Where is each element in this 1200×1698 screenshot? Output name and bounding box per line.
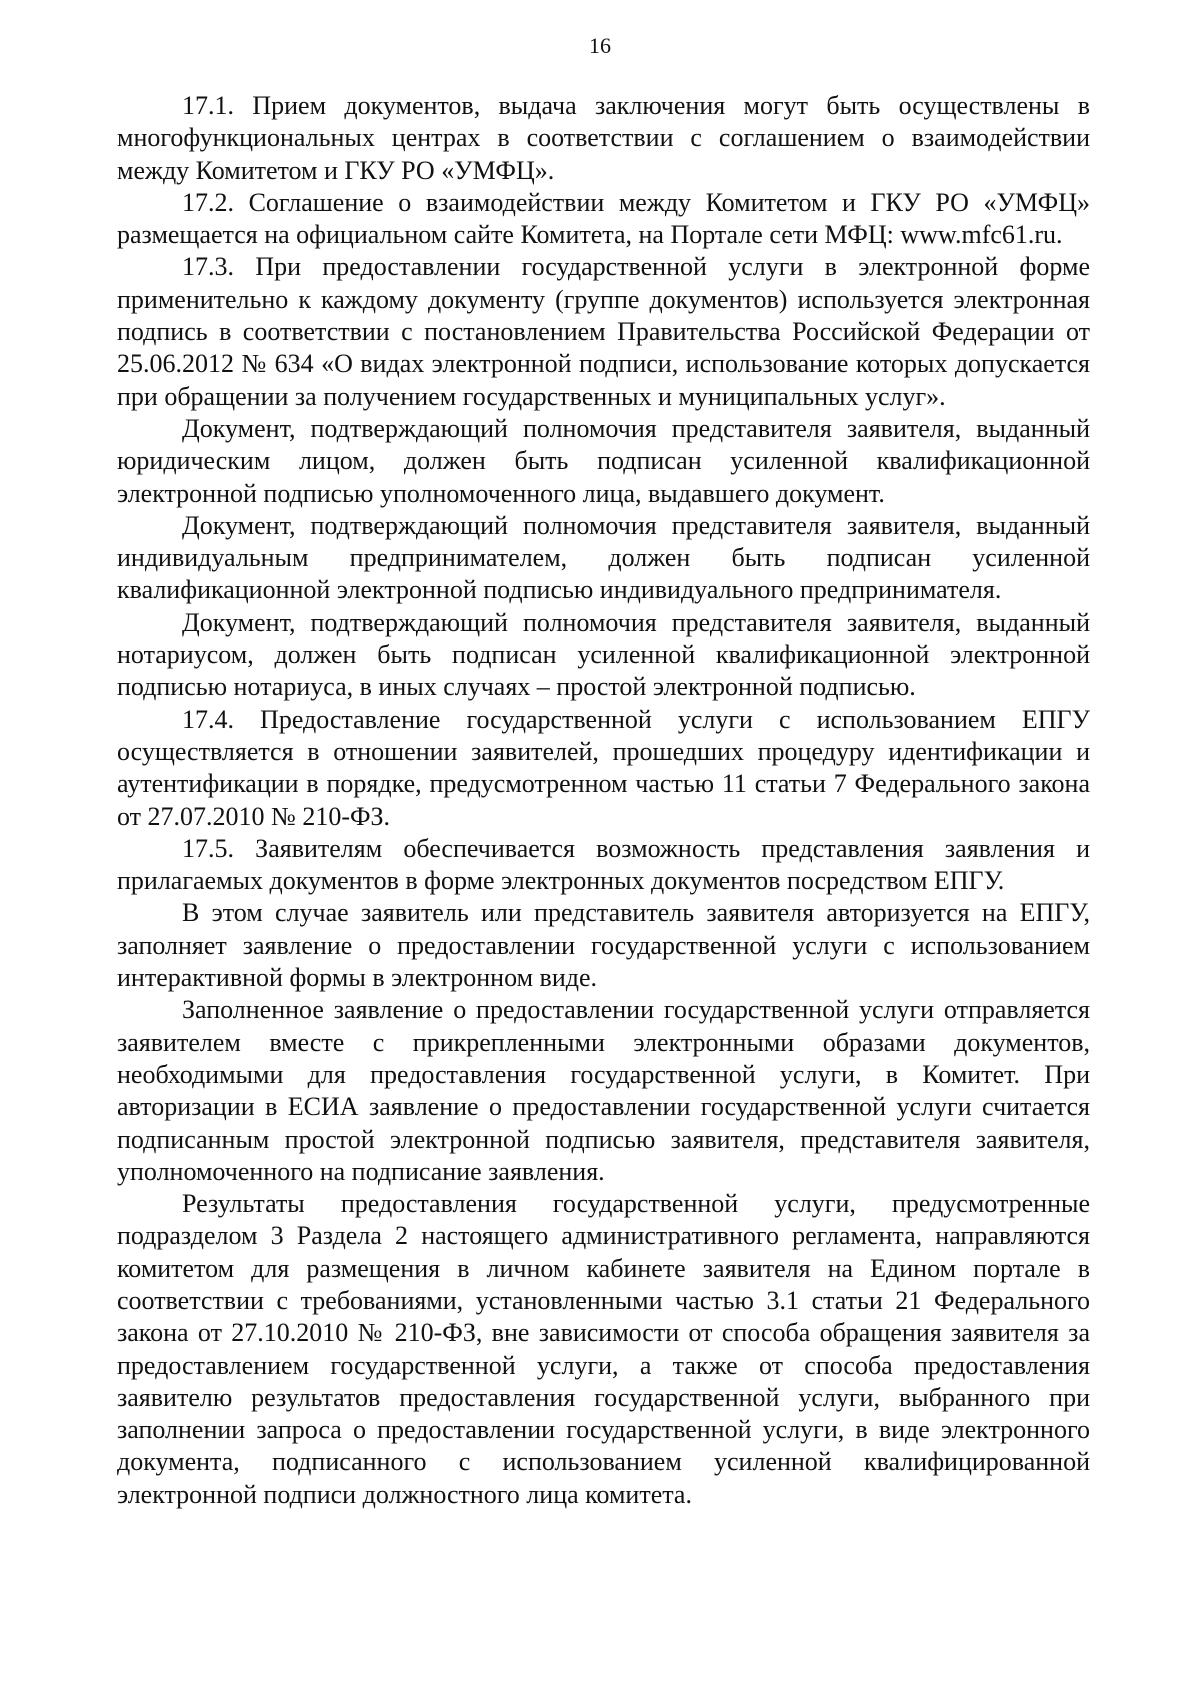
paragraph-17-3: 17.3. При предоставлении государственной услуги в электронной форме применительно к каждому документу (группе документов) используется электронная подпись в соответствии с постановлением Правительства Российской Федерации от 25.06.2012 № 634 «О видах электронной подписи, использование которых допускается при обращении за получением государственных и муниципальных услуг». [117, 252, 1090, 411]
paragraph-17-2: 17.2. Соглашение о взаимодействии между Комитетом и ГКУ РО «УМФЦ» размещается на официальном сайте Комитета, на Портале сети МФЦ: www.mfc61.ru. [117, 187, 1090, 250]
paragraph-notary-signature: Документ, подтверждающий полномочия представителя заявителя, выданный нотариусом, должен быть подписан усиленной квалификационной электронной подписью нотариуса, в иных случаях – простой электронной подписью. [117, 607, 1090, 702]
paragraph-17-4: 17.4. Предоставление государственной услуги с использованием ЕПГУ осуществляется в отношении заявителей, прошедших процедуру идентификации и аутентификации в порядке, предусмотренном частью 11 статьи 7 Федерального закона от 27.07.2010 № 210-ФЗ. [117, 704, 1090, 831]
page-number: 16 [589, 33, 611, 58]
paragraph-entrepreneur-signature: Документ, подтверждающий полномочия представителя заявителя, выданный индивидуальным предпринимателем, должен быть подписан усиленной квалификационной электронной подписью индивидуального предпринимателя. [117, 510, 1090, 605]
paragraph-17-1: 17.1. Прием документов, выдача заключения могут быть осуществлены в многофункциональных центрах в соответствии с соглашением о взаимодействии между Комитетом и ГКУ РО «УМФЦ». [117, 91, 1090, 185]
paragraph-17-5: 17.5. Заявителям обеспечивается возможность представления заявления и прилагаемых документов в форме электронных документов посредством ЕПГУ. [117, 833, 1090, 896]
paragraph-application-submission: Заполненное заявление о предоставлении государственной услуги отправляется заявителем вместе с прикрепленными электронными образами документов, необходимыми для предоставления государственной услуги, в Комитет. При авторизации в ЕСИА заявление о предоставлении государственной услуги считается подписанным простой электронной подписью заявителя, представителя заявителя, уполномоченного на подписание заявления. [117, 995, 1090, 1186]
paragraph-legal-entity-signature: Документ, подтверждающий полномочия представителя заявителя, выданный юридическим лицом, должен быть подписан усиленной квалификационной электронной подписью уполномоченного лица, выдавшего документ. [117, 413, 1090, 508]
paragraph-epgu-authorization: В этом случае заявитель или представитель заявителя авторизуется на ЕПГУ, заполняет заявление о предоставлении государственной услуги с использованием интерактивной формы в электронном виде. [117, 898, 1090, 993]
document-body [117, 90, 1090, 1511]
paragraph-service-results: Результаты предоставления государственной услуги, предусмотренные подразделом 3 Раздела 2 настоящего административного регламента, направляются комитетом для размещения в личном кабинете заявителя на Едином портале в соответствии с требованиями, установленными частью 3.1 статьи 21 Федерального закона от 27.10.2010 № 210-ФЗ, вне зависимости от способа обращения заявителя за предоставлением государственной услуги, а также от способа предоставления заявителю результатов предоставления государственной услуги, выбранного при заполнении запроса о предоставлении государственной услуги, в виде электронного документа, подписанного с использованием усиленной квалифицированной электронной подписи должностного лица комитета. [117, 1189, 1090, 1509]
